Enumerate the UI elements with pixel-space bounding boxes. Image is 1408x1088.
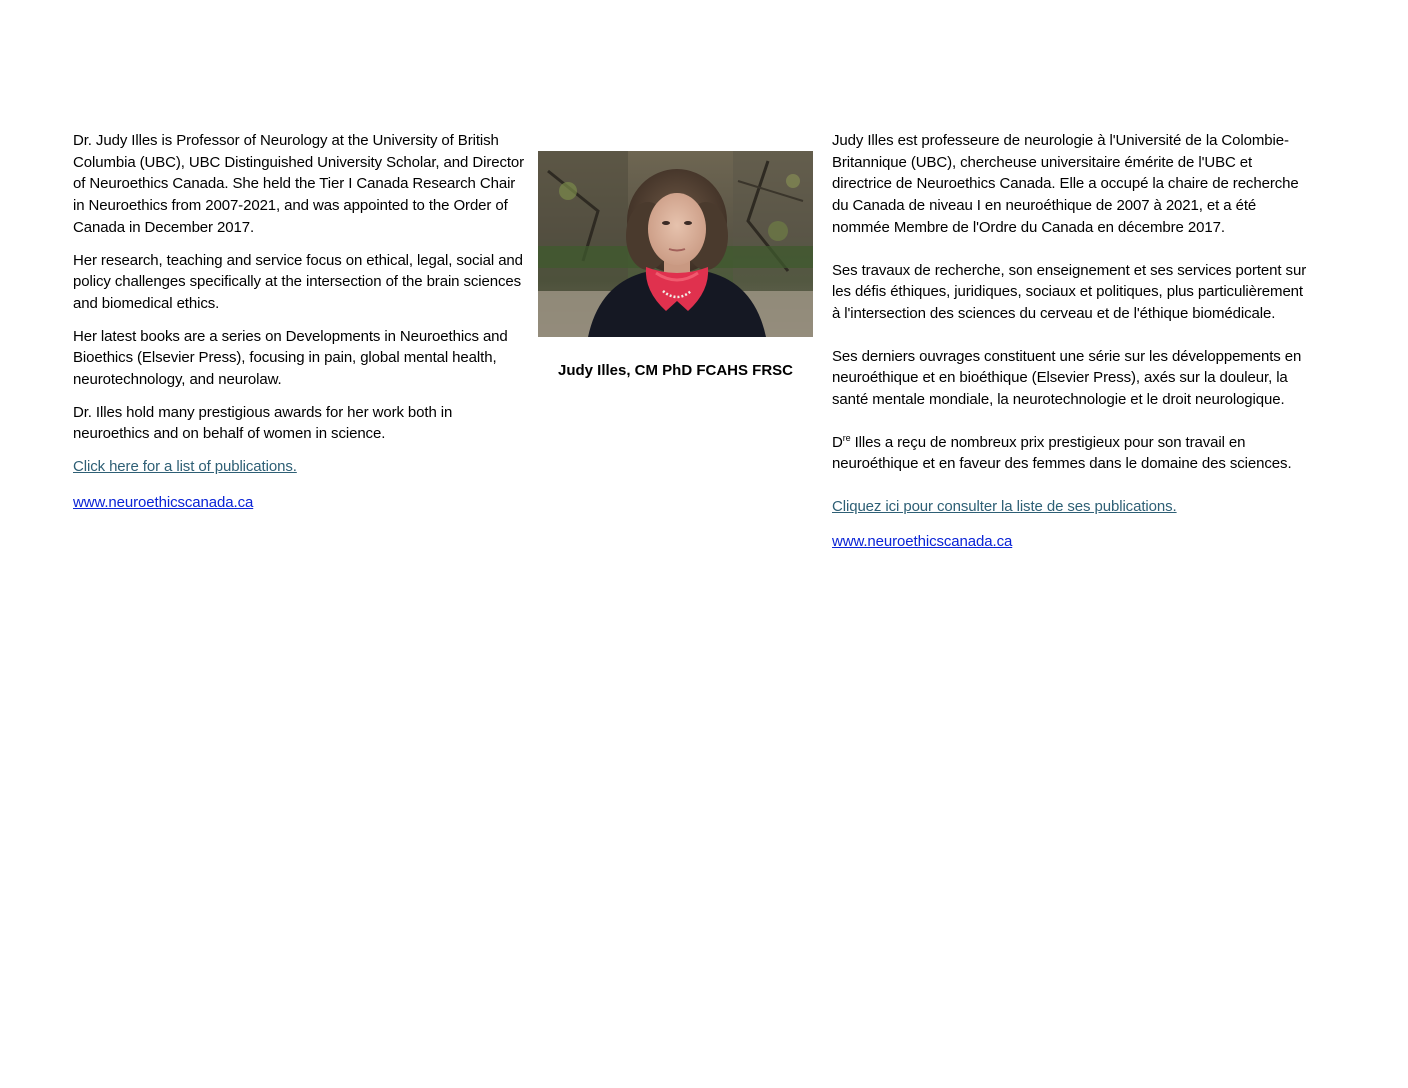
english-bio-paragraph: Dr. Judy Illes is Professor of Neurology at the University of British Columbia (UBC), UBC Distinguished University Scholar, and Director of Neuroethics Canada. She held the Tier I Canada Research Chair in Neuroethics from 2007-2021, and was appointed to the Order of Canada in December 2017. bbox=[73, 132, 525, 236]
french-column bbox=[832, 130, 1307, 566]
french-website-link[interactable]: www.neuroethicscanada.ca bbox=[832, 532, 1013, 550]
english-awards-paragraph: Dr. Illes hold many prestigious awards for her work both in neuroethics and on behalf of women in science. bbox=[73, 403, 453, 443]
french-bio-paragraph: Judy Illes est professeure de neurologie à l'Université de la Colombie-Britannique (UBC), chercheuse universitaire émérite de l'UBC et directrice de Neuroethics Canada. Elle a occupé la chaire de recherche du Canada de niveau I en neuroéthique de 2007 à 2021, et a été nommée Membre de l'Ordre du Canada en décembre 2017. bbox=[832, 132, 1299, 236]
french-awards-text: Illes a reçu de nombreux prix prestigieux pour son travail en neuroéthique et en faveur des femmes dans le domaine des sciences. bbox=[832, 433, 1292, 473]
portrait-photo bbox=[538, 151, 813, 337]
english-column bbox=[73, 130, 525, 528]
english-research-paragraph: Her research, teaching and service focus on ethical, legal, social and policy challenges specifically at the intersection of the brain sciences and biomedical ethics. bbox=[73, 251, 523, 312]
french-research-paragraph: Ses travaux de recherche, son enseignement et ses services portent sur les défis éthiques, juridiques, sociaux et politiques, plus particulièrement à l'intersection des sciences du cerveau et de l'éthique biomédicale. bbox=[832, 261, 1307, 322]
french-awards-paragraph bbox=[832, 432, 1307, 475]
english-website-line bbox=[73, 492, 525, 514]
english-website-link[interactable]: www.neuroethicscanada.ca bbox=[73, 493, 254, 511]
english-publications-line bbox=[73, 456, 525, 478]
french-books-paragraph: Ses derniers ouvrages constituent une série sur les développements en neuroéthique et en bioéthique (Elsevier Press), axés sur la douleur, la santé mentale mondiale, la neurotechnologie et le droit neurologique. bbox=[832, 347, 1302, 409]
french-publications-link[interactable]: Cliquez ici pour consulter la liste de ses publications. bbox=[832, 498, 1177, 516]
english-books-paragraph: Her latest books are a series on Developments in Neuroethics and Bioethics (Elsevier Press), focusing in pain, global mental health, neurotechnology, and neurolaw. bbox=[73, 327, 508, 389]
english-publications-link[interactable]: Click here for a list of publications. bbox=[73, 458, 297, 476]
french-website-line bbox=[832, 531, 1307, 553]
portrait-illustration bbox=[538, 151, 813, 337]
french-awards-prefix: D bbox=[832, 433, 843, 451]
french-awards-superscript: re bbox=[842, 432, 851, 443]
french-publications-line bbox=[832, 496, 1307, 518]
photo-caption: Judy Illes, CM PhD FCAHS FRSC bbox=[557, 362, 794, 379]
